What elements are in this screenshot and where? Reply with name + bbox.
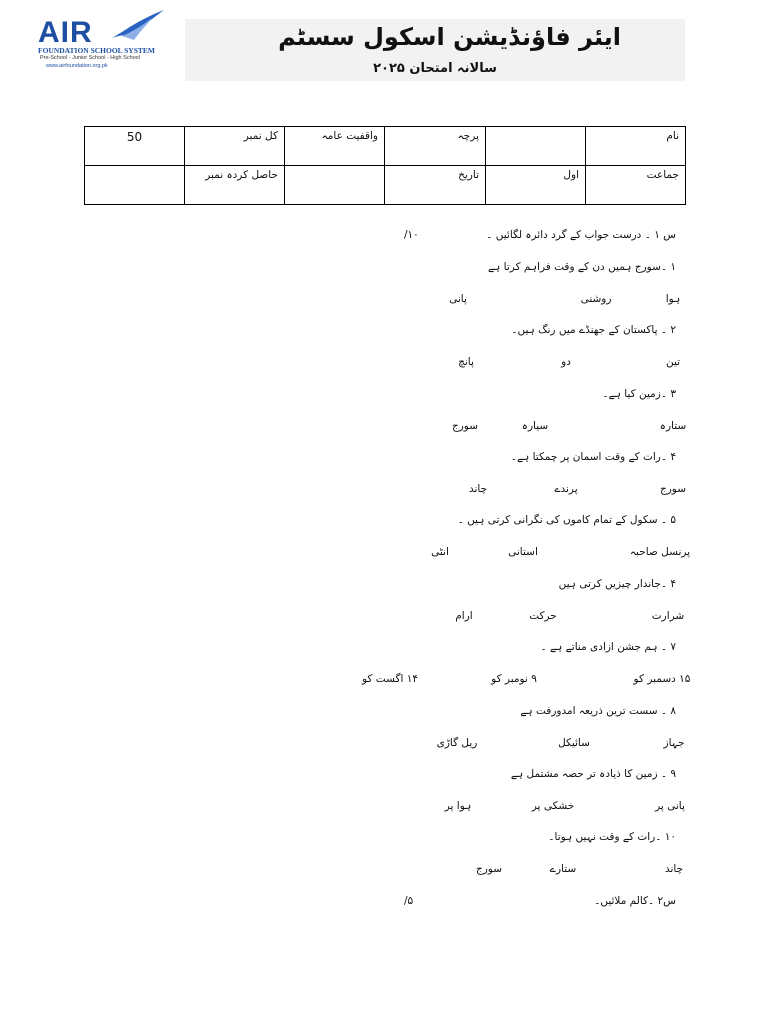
question-2-text: س۲ ۔کالم ملائیں۔ [594,895,676,907]
mcq-item-3 [84,388,676,408]
mcq-text: ۸ ۔ سست ترین ذریعہ امدورفت ہے [520,705,676,717]
option[interactable]: پانچ [458,356,474,368]
option[interactable]: ۱۵ دسمبر کو [633,673,691,685]
option[interactable]: ہوا پر [444,800,472,812]
mcq-text: ۵ ۔ سکول کے تمام کاموں کی نگرانی کرتی ہیں ۔ [457,514,676,526]
logo-levels: Pre-School - Junior School - High School [40,55,140,61]
total-marks-label: کل نمبر [185,127,285,166]
option[interactable]: ریل گاڑی [436,737,478,749]
mcq-item-2 [84,324,676,344]
name-label: نام [586,127,686,166]
option[interactable]: ۹ نومبر کو [491,673,537,685]
student-info-table [84,126,686,205]
option[interactable]: پانی پر [655,800,685,812]
logo-website: www.airfoundation.org.pk [46,63,108,69]
mcq-item-8 [84,705,676,725]
subject-value: واقفیت عامہ [285,127,385,166]
mcq-text: ۱۰ ۔رات کے وقت نہیں ہوتا۔ [548,831,676,843]
school-logo [38,8,168,70]
option[interactable]: پرنسل صاحبہ [629,546,691,558]
option[interactable]: ستارے [549,863,577,875]
mcq-item-1 [84,261,676,281]
table-row [85,166,686,205]
mcq-text: ۴ ۔جاندار چیزیں کرتی ہیں [558,578,676,590]
obtained-marks-label: حاصل کردہ نمبر [185,166,285,205]
option[interactable]: استانی [508,546,538,558]
mcq-options-1 [84,293,681,313]
mcq-item-9 [84,768,676,788]
class-value: اول [486,166,586,205]
option[interactable]: شرارت [651,610,685,622]
mcq-item-5 [84,514,676,534]
logo-subtitle: FOUNDATION SCHOOL SYSTEM [38,46,155,55]
subject-label: پرچہ [385,127,486,166]
option[interactable]: چاند [664,863,684,875]
title-band [185,19,685,81]
option[interactable]: ہوا [665,293,681,305]
option[interactable]: ۱۴ اگست کو [362,673,418,685]
date-label: تاریخ [385,166,486,205]
mcq-text: ۹ ۔ زمین کا ذیادہ تر حصہ مشتمل ہے [510,768,676,780]
mcq-item-6 [84,578,676,598]
mcq-text: ۳ ۔زمین کیا ہے۔ [602,388,676,400]
option[interactable]: چاند [468,483,488,495]
mcq-options-6 [84,610,685,630]
option[interactable]: سورج [475,863,503,875]
option[interactable]: روشنی [580,293,612,305]
date-field[interactable] [285,166,385,205]
question-2-heading [84,895,676,915]
option[interactable]: ارام [455,610,473,622]
option[interactable]: تین [665,356,681,368]
mcq-options-3 [84,420,687,440]
question-1-marks: /۱۰ [404,229,419,241]
name-field[interactable] [486,127,586,166]
class-label: جماعت [586,166,686,205]
option[interactable]: سورج [451,420,479,432]
option[interactable]: سیارہ [521,420,549,432]
option[interactable]: انٹی [431,546,449,558]
option[interactable]: سورج [659,483,687,495]
mcq-text: ۲ ۔ پاکستان کے جھنڈے میں رنگ ہیں۔ [511,324,676,336]
logo-wordmark: AIR [38,16,93,49]
mcq-item-10 [84,831,676,851]
exam-name: سالانہ امتحان ۲۰۲۵ [373,61,497,76]
option[interactable]: سائیکل [558,737,590,749]
mcq-options-7 [84,673,691,693]
mcq-options-5 [84,546,691,566]
option[interactable]: پرندے [554,483,578,495]
table-row [85,127,686,166]
question-2-marks: /۵ [404,895,414,907]
mcq-options-4 [84,483,687,503]
mcq-options-2 [84,356,681,376]
question-1-heading [84,229,676,249]
obtained-marks-field[interactable] [85,166,185,205]
option[interactable]: دو [561,356,571,368]
option[interactable]: پانی [449,293,467,305]
mcq-options-9 [84,800,685,820]
mcq-options-10 [84,863,684,883]
bird-icon [108,8,168,48]
mcq-text: ۷ ۔ ہم جشن ازادی مناتے ہے ۔ [540,641,676,653]
option[interactable]: خشکی پر [531,800,575,812]
option[interactable]: حرکت [529,610,557,622]
option[interactable]: جہاز [663,737,685,749]
question-1-text: س ۱ ۔ درست جواب کے گرد دائرہ لگائیں ۔ [486,229,676,241]
mcq-text: ۱ ۔سورج ہمیں دن کے وقت فراہم کرتا ہے [488,261,676,273]
mcq-options-8 [84,737,685,757]
mcq-item-7 [84,641,676,661]
total-marks-value: 50 [85,127,185,166]
school-name: ایئر فاؤنڈیشن اسکول سسٹم [278,23,621,51]
mcq-text: ۴ ۔رات کے وقت اسمان پر چمکتا ہے۔ [510,451,676,463]
option[interactable]: ستارہ [659,420,687,432]
mcq-item-4 [84,451,676,471]
